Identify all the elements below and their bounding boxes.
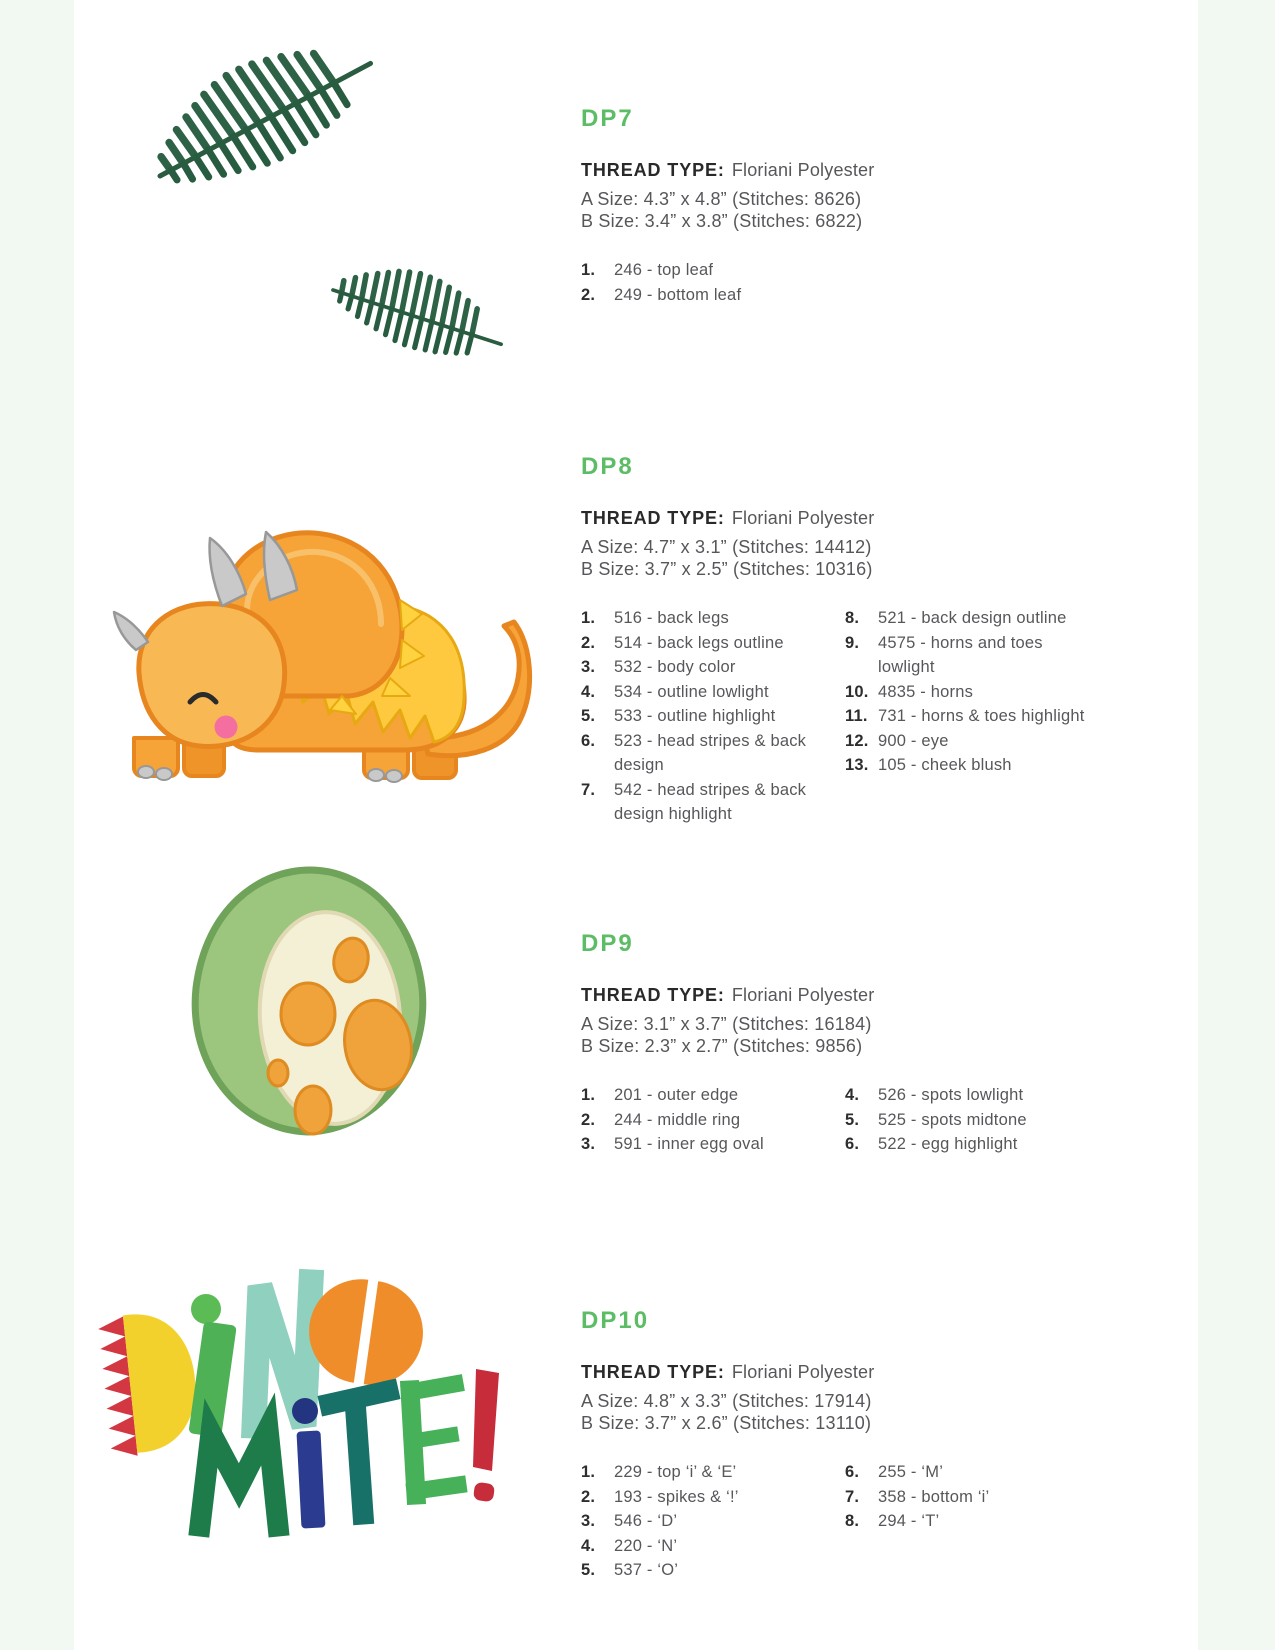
section-dp10 <box>581 1308 1126 1583</box>
thread-type-line <box>581 508 1126 529</box>
list-item <box>581 283 845 308</box>
item-label: 193 - spikes & ‘!’ <box>614 1487 739 1506</box>
list-item <box>581 1509 845 1534</box>
thread-color-list <box>581 258 1126 307</box>
item-number: 7. <box>845 1487 860 1506</box>
size-b-line: B Size: 2.3” x 2.7” (Stitches: 9856) <box>581 1036 863 1056</box>
list-item <box>845 631 1126 680</box>
item-label: 522 - egg highlight <box>878 1135 1018 1153</box>
list-item <box>581 729 845 778</box>
thread-color-list <box>581 1460 1126 1583</box>
thread-color-list <box>581 606 1126 827</box>
list-item <box>845 1083 1126 1108</box>
item-label: 537 - ‘O’ <box>614 1561 679 1579</box>
thread-type-value: Floriani Polyester <box>731 985 875 1005</box>
item-label: 591 - inner egg oval <box>614 1135 764 1153</box>
thread-type-value: Floriani Polyester <box>731 508 875 528</box>
list-column-2 <box>845 1083 1126 1157</box>
item-number: 12. <box>845 731 869 750</box>
thread-type-label: THREAD TYPE: <box>581 508 725 528</box>
item-number: 7. <box>581 780 596 799</box>
item-label: 244 - middle ring <box>614 1110 741 1129</box>
list-item <box>581 1083 845 1108</box>
item-number: 8. <box>845 1512 860 1530</box>
item-label: 525 - spots midtone <box>878 1110 1027 1129</box>
item-number: 1. <box>581 261 596 279</box>
dp10-dinomite-image <box>78 1220 513 1542</box>
size-b-line: B Size: 3.7” x 2.5” (Stitches: 10316) <box>581 559 873 579</box>
item-number: 1. <box>581 1463 596 1481</box>
list-item <box>581 1132 845 1157</box>
item-label: 523 - head stripes & back design <box>614 731 807 774</box>
item-label: 255 - ‘M’ <box>878 1463 944 1481</box>
list-item <box>845 704 1126 729</box>
thread-type-line <box>581 1362 1126 1383</box>
list-item <box>581 258 845 283</box>
item-number: 2. <box>581 1487 596 1506</box>
item-number: 5. <box>581 707 596 725</box>
item-number: 13. <box>845 756 869 774</box>
left-margin-strip <box>0 0 74 1650</box>
list-item <box>845 1108 1126 1133</box>
thread-type-line <box>581 160 1126 181</box>
item-label: 546 - ‘D’ <box>614 1512 678 1530</box>
item-label: 521 - back design outline <box>878 609 1067 627</box>
item-label: 4835 - horns <box>878 682 974 701</box>
size-b-line: B Size: 3.7” x 2.6” (Stitches: 13110) <box>581 1413 872 1433</box>
list-item <box>581 655 845 680</box>
item-number: 2. <box>581 1110 596 1129</box>
size-a-line: A Size: 3.1” x 3.7” (Stitches: 16184) <box>581 1014 872 1034</box>
item-number: 8. <box>845 609 860 627</box>
item-label: 294 - ‘T’ <box>878 1512 940 1530</box>
size-a-line: A Size: 4.7” x 3.1” (Stitches: 14412) <box>581 537 872 557</box>
thread-color-list <box>581 1083 1126 1157</box>
item-label: 534 - outline lowlight <box>614 682 769 701</box>
item-label: 532 - body color <box>614 658 736 676</box>
item-number: 2. <box>581 633 596 652</box>
item-number: 1. <box>581 1086 596 1104</box>
list-item <box>581 1558 845 1583</box>
item-number: 4. <box>581 1536 596 1555</box>
list-item <box>845 606 1126 631</box>
item-label: 731 - horns & toes highlight <box>878 707 1085 725</box>
list-item <box>845 1509 1126 1534</box>
item-number: 3. <box>581 1512 596 1530</box>
item-number: 6. <box>845 1463 860 1481</box>
item-number: 4. <box>581 682 596 701</box>
list-item <box>581 704 845 729</box>
list-item <box>845 1485 1126 1510</box>
list-item <box>845 680 1126 705</box>
item-label: 533 - outline highlight <box>614 707 776 725</box>
item-number: 2. <box>581 285 596 304</box>
item-label: 900 - eye <box>878 731 949 750</box>
item-label: 105 - cheek blush <box>878 756 1012 774</box>
item-number: 1. <box>581 609 596 627</box>
list-item <box>845 729 1126 754</box>
list-column-1 <box>581 1083 845 1157</box>
list-item <box>845 1460 1126 1485</box>
list-column-2 <box>845 606 1126 827</box>
list-item <box>581 1485 845 1510</box>
section-dp7 <box>581 106 1126 307</box>
thread-type-line <box>581 985 1126 1006</box>
section-title: DP8 <box>581 453 634 480</box>
list-item <box>581 606 845 631</box>
item-label: 229 - top ‘i’ & ‘E’ <box>614 1463 737 1481</box>
thread-type-label: THREAD TYPE: <box>581 1362 725 1382</box>
list-column-2 <box>845 1460 1126 1583</box>
dp8-triceratops-image <box>84 488 534 778</box>
list-item <box>581 631 845 656</box>
section-title: DP7 <box>581 105 634 132</box>
list-item <box>581 1534 845 1559</box>
item-label: 246 - top leaf <box>614 261 714 279</box>
thread-type-value: Floriani Polyester <box>731 1362 875 1382</box>
item-label: 516 - back legs <box>614 609 729 627</box>
size-a-line: A Size: 4.8” x 3.3” (Stitches: 17914) <box>581 1391 872 1411</box>
list-item <box>581 680 845 705</box>
item-number: 11. <box>845 707 868 725</box>
size-a-line: A Size: 4.3” x 4.8” (Stitches: 8626) <box>581 189 862 209</box>
list-item <box>581 1108 845 1133</box>
item-label: 249 - bottom leaf <box>614 285 742 304</box>
list-column-1 <box>581 606 845 827</box>
list-item <box>845 753 1126 778</box>
list-item <box>845 1132 1126 1157</box>
item-number: 3. <box>581 658 596 676</box>
list-item <box>581 1460 845 1485</box>
list-item <box>581 778 845 827</box>
item-label: 201 - outer edge <box>614 1086 739 1104</box>
section-title: DP10 <box>581 1307 650 1334</box>
item-number: 6. <box>845 1135 860 1153</box>
section-title: DP9 <box>581 930 634 957</box>
item-number: 3. <box>581 1135 596 1153</box>
section-dp8 <box>581 454 1126 827</box>
list-column-1 <box>581 258 845 307</box>
thread-type-value: Floriani Polyester <box>731 160 875 180</box>
dp9-egg-image <box>158 848 463 1153</box>
thread-type-label: THREAD TYPE: <box>581 985 725 1005</box>
item-label: 358 - bottom ‘i’ <box>878 1487 990 1506</box>
section-dp9 <box>581 931 1126 1157</box>
item-number: 6. <box>581 731 596 750</box>
item-number: 9. <box>845 633 860 652</box>
item-label: 220 - ‘N’ <box>614 1536 678 1555</box>
item-number: 4. <box>845 1086 860 1104</box>
item-number: 5. <box>845 1110 860 1129</box>
item-label: 526 - spots lowlight <box>878 1086 1024 1104</box>
item-label: 514 - back legs outline <box>614 633 784 652</box>
list-column-1 <box>581 1460 845 1583</box>
item-label: 4575 - horns and toes lowlight <box>878 633 1043 676</box>
item-number: 10. <box>845 682 869 701</box>
dp7-palm-leaves-image <box>88 26 488 376</box>
item-label: 542 - head stripes & back design highlight <box>614 780 807 823</box>
right-margin-strip <box>1198 0 1275 1650</box>
thread-type-label: THREAD TYPE: <box>581 160 725 180</box>
size-b-line: B Size: 3.4” x 3.8” (Stitches: 6822) <box>581 211 863 231</box>
item-number: 5. <box>581 1561 596 1579</box>
